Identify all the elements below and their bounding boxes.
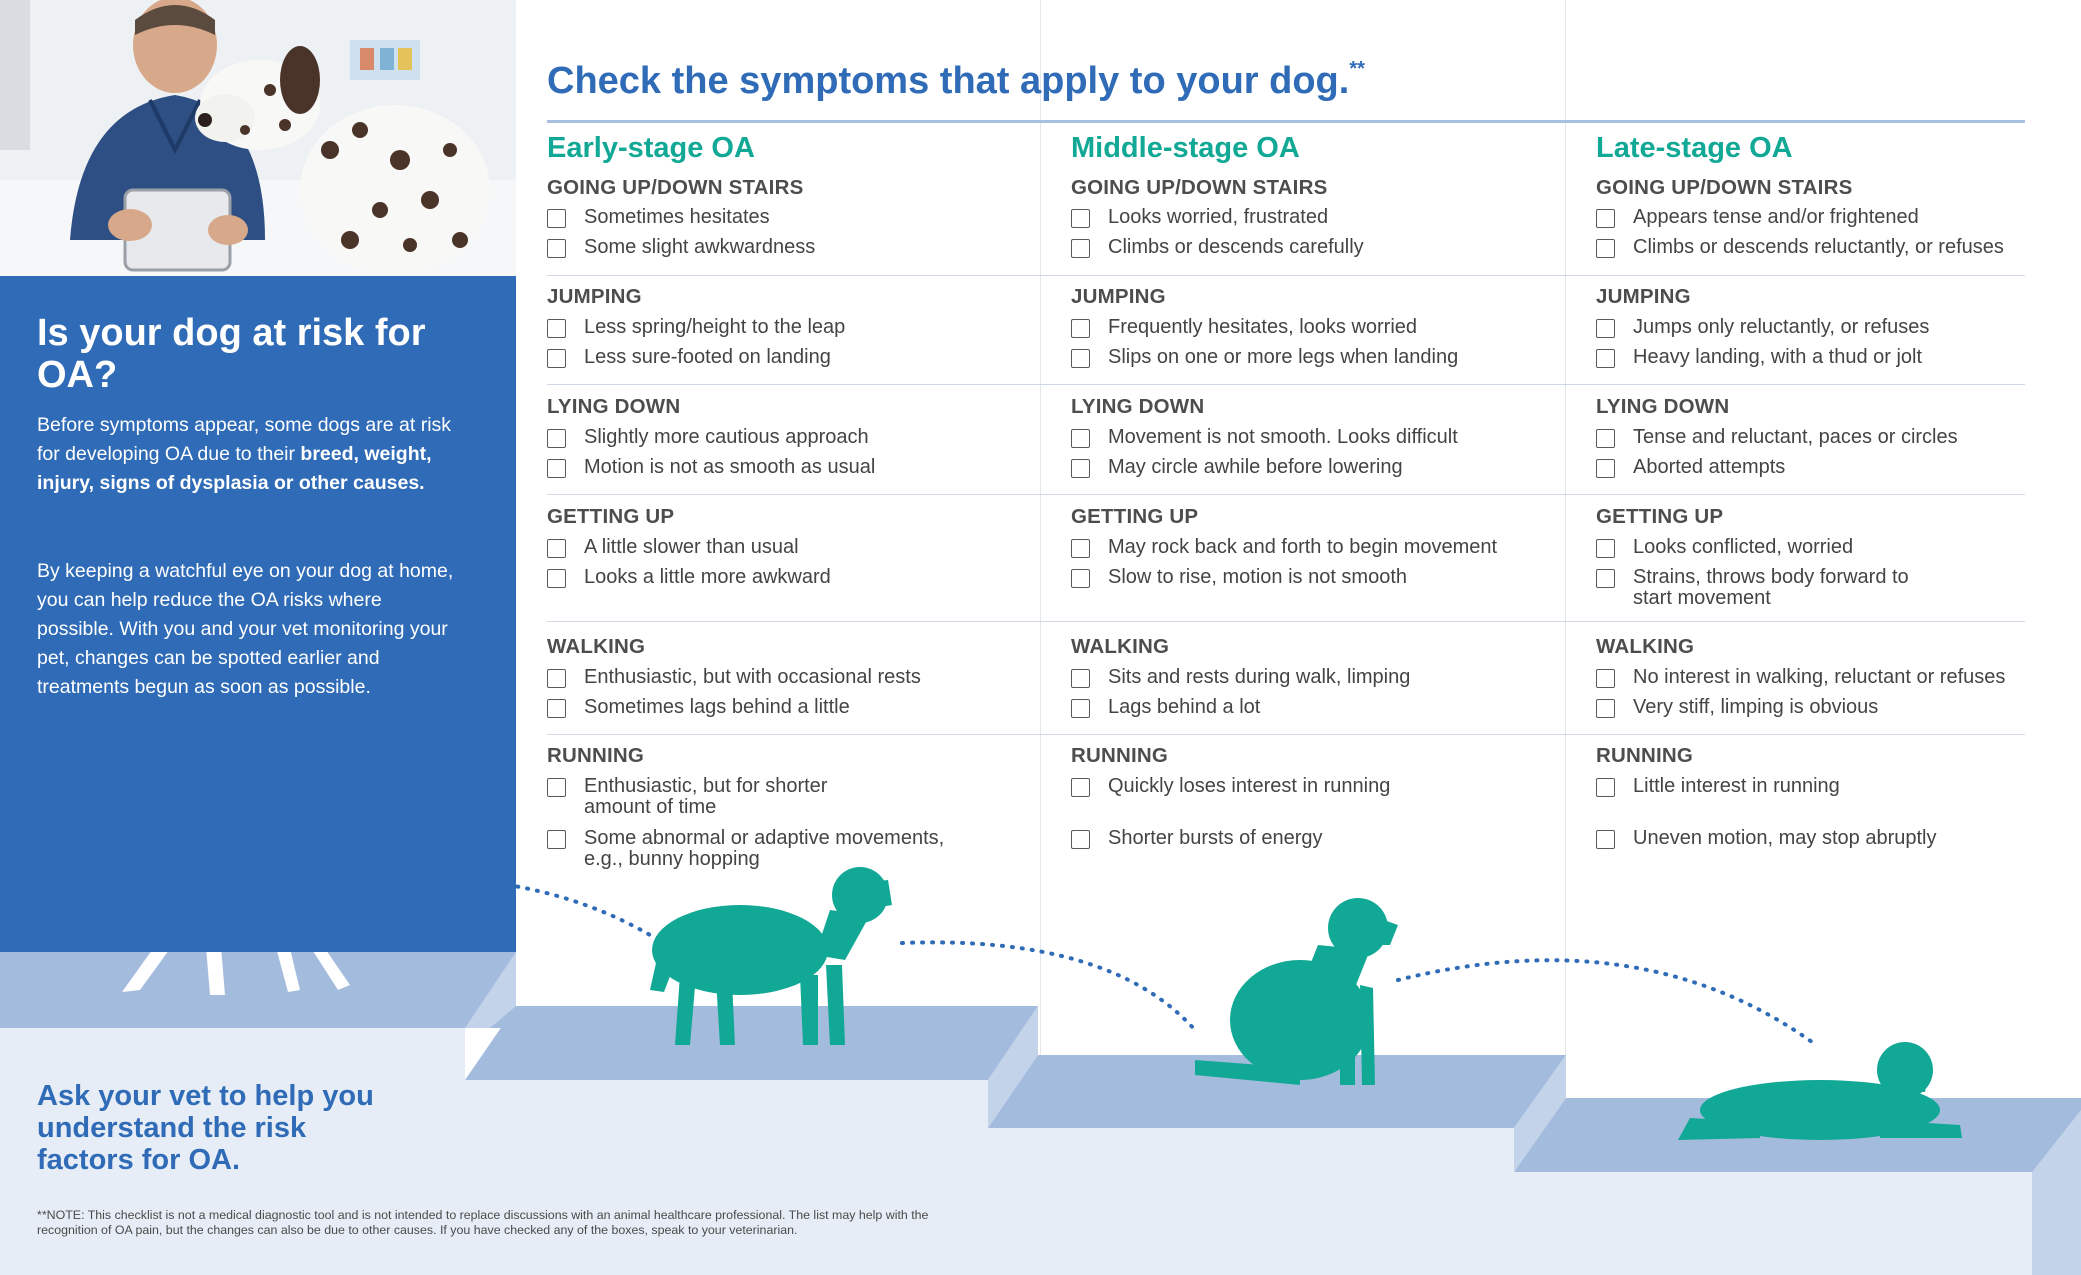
symptom-item[interactable] [547,697,850,718]
risk-paragraph-2: By keeping a watchful eye on your dog at home, you can help reduce the OA risks where possible. With you and your vet monitoring your pet, changes can be spotted earlier and treatments begun as soon as possible. [37,560,454,698]
stage-heading-late-stage-oa: Late-stage OA [1596,132,1793,164]
symptom-checkbox[interactable] [1071,349,1090,368]
section-heading-lying-down: LYING DOWN [1071,395,1205,418]
symptom-item[interactable] [547,667,921,688]
symptom-checkbox[interactable] [1596,778,1615,797]
section-heading-going-up-down-stairs: GOING UP/DOWN STAIRS [1071,176,1328,199]
symptom-checkbox[interactable] [1596,429,1615,448]
symptom-item[interactable] [1071,537,1497,558]
lying-dog-silhouette [1678,1042,1962,1140]
symptom-item[interactable] [1596,457,1785,478]
symptom-item[interactable] [547,457,875,478]
symptom-label: Quickly loses interest in running [1108,775,1391,797]
risk-paragraph-1 [37,411,457,498]
symptom-label: Sits and rests during walk, limping [1108,666,1411,688]
symptom-checkbox[interactable] [1596,319,1615,338]
symptom-checkbox[interactable] [547,459,566,478]
symptom-item[interactable] [547,237,815,258]
symptom-item[interactable] [1596,697,1878,718]
symptom-label: Tense and reluctant, paces or circles [1633,426,1958,448]
page-title [547,60,1365,103]
symptom-item[interactable] [1071,317,1417,338]
section-heading-getting-up: GETTING UP [1071,505,1199,528]
symptom-checkbox[interactable] [1071,239,1090,258]
risk-paragraph-1-lead: Before symptoms appear, some dogs are at risk for developing OA due to their [37,414,452,465]
section-heading-getting-up: GETTING UP [547,505,675,528]
symptom-item[interactable] [547,317,845,338]
symptom-label: No interest in walking, reluctant or refuses [1633,666,2006,688]
symptom-checkbox[interactable] [547,778,566,797]
symptom-item[interactable] [1071,697,1260,718]
row-divider [547,494,2025,495]
symptom-checkbox[interactable] [547,429,566,448]
section-heading-running: RUNNING [547,744,645,767]
symptom-label: Looks conflicted, worried [1633,536,1854,558]
symptom-checkbox[interactable] [1071,209,1090,228]
risk-paragraph-1-causes: breed, weight, injury, signs of dysplasia or other causes. [37,443,432,494]
page-title-text: Check the symptoms that apply to your dog. [547,60,1350,102]
symptom-label: Jumps only reluctantly, or refuses [1633,316,1930,338]
section-heading-walking: WALKING [1071,635,1170,658]
section-heading-walking: WALKING [1596,635,1695,658]
symptom-checkbox[interactable] [547,209,566,228]
section-heading-going-up-down-stairs: GOING UP/DOWN STAIRS [547,176,804,199]
symptom-item[interactable] [1071,347,1458,368]
symptom-label: A little slower than usual [584,536,799,558]
footnote: **NOTE: This checklist is not a medical diagnostic tool and is not intended to replace discussions with an animal healthcare professional. The list may help with the recognition of OA pain, but the changes can also be due to other causes. If you have checked any of the boxes, speak to your veterinarian. [37,1208,929,1237]
symptom-label: Some abnormal or adaptive movements, e.g., bunny hopping [584,827,945,870]
symptom-checkbox[interactable] [1071,429,1090,448]
section-heading-jumping: JUMPING [547,285,642,308]
risk-title: Is your dog at risk for OA? [37,312,426,396]
symptom-checkbox[interactable] [1596,459,1615,478]
symptom-item[interactable] [1071,828,1323,849]
symptom-label: May rock back and forth to begin movement [1108,536,1498,558]
symptom-item[interactable] [1071,427,1458,448]
symptom-checkbox[interactable] [1596,699,1615,718]
symptom-item[interactable] [1596,667,2005,688]
symptom-checkbox[interactable] [1596,239,1615,258]
symptom-item[interactable] [547,537,799,558]
stage-heading-early-stage-oa: Early-stage OA [547,132,755,164]
symptom-label: Frequently hesitates, looks worried [1108,316,1418,338]
symptom-item[interactable] [547,347,831,368]
section-heading-lying-down: LYING DOWN [1596,395,1730,418]
symptom-item[interactable] [1596,828,1937,849]
section-heading-lying-down: LYING DOWN [547,395,681,418]
symptom-checkbox[interactable] [547,239,566,258]
symptom-checkbox[interactable] [1071,699,1090,718]
vet-with-dog-photo [0,0,516,276]
section-heading-walking: WALKING [547,635,646,658]
symptom-item[interactable] [547,567,831,588]
symptom-label: Very stiff, limping is obvious [1633,696,1879,718]
symptom-item[interactable] [1071,567,1407,588]
symptom-checkbox[interactable] [547,319,566,338]
section-heading-jumping: JUMPING [1596,285,1691,308]
symptom-item[interactable] [547,427,869,448]
symptom-item[interactable] [1596,427,1958,448]
symptom-checkbox[interactable] [547,569,566,588]
symptom-label: Heavy landing, with a thud or jolt [1633,346,1923,368]
symptom-checkbox[interactable] [547,669,566,688]
symptom-label: Strains, throws body forward to start movement [1633,566,1909,609]
symptom-item[interactable] [1596,537,1853,558]
symptom-checkbox[interactable] [547,349,566,368]
symptom-label: Uneven motion, may stop abruptly [1633,827,1937,849]
symptom-label: Slightly more cautious approach [584,426,869,448]
symptom-checkbox[interactable] [1596,669,1615,688]
symptom-checkbox[interactable] [1596,209,1615,228]
symptom-item[interactable] [1596,776,1840,797]
symptom-label: Climbs or descends reluctantly, or refuses [1633,236,2004,258]
symptom-label: Enthusiastic, but with occasional rests [584,666,921,688]
section-heading-going-up-down-stairs: GOING UP/DOWN STAIRS [1596,176,1853,199]
symptom-label: Motion is not as smooth as usual [584,456,876,478]
symptom-item[interactable] [1071,667,1410,688]
symptom-label: Less spring/height to the leap [584,316,846,338]
title-rule [547,120,2025,123]
symptom-label: Movement is not smooth. Looks difficult [1108,426,1458,448]
symptom-item[interactable] [1596,207,1919,228]
symptom-checkbox[interactable] [1071,669,1090,688]
symptom-checkbox[interactable] [1071,778,1090,797]
symptom-label: Looks worried, frustrated [1108,206,1329,228]
symptom-label: Shorter bursts of energy [1108,827,1323,849]
symptom-checkbox[interactable] [547,830,566,849]
symptom-label: Lags behind a lot [1108,696,1261,718]
section-heading-running: RUNNING [1596,744,1694,767]
symptom-checkbox[interactable] [1596,569,1615,588]
row-divider [547,384,2025,385]
symptom-item[interactable] [1596,347,1922,368]
symptom-checkbox[interactable] [1596,830,1615,849]
symptom-label: Sometimes hesitates [584,206,770,228]
symptom-label: Little interest in running [1633,775,1840,797]
symptom-checkbox[interactable] [547,539,566,558]
symptom-label: Enthusiastic, but for shorter amount of time [584,775,828,818]
symptom-label: Less sure-footed on landing [584,346,831,368]
stage-heading-middle-stage-oa: Middle-stage OA [1071,132,1300,164]
symptom-label: Appears tense and/or frightened [1633,206,1919,228]
section-heading-running: RUNNING [1071,744,1169,767]
symptom-checkbox[interactable] [547,699,566,718]
title-footnote-mark: ** [1349,58,1365,80]
symptom-label: Sometimes lags behind a little [584,696,850,718]
symptom-checkbox[interactable] [1596,349,1615,368]
section-heading-getting-up: GETTING UP [1596,505,1724,528]
section-heading-jumping: JUMPING [1071,285,1166,308]
symptom-item[interactable] [1596,237,2004,258]
symptom-item[interactable] [1071,237,1364,258]
symptom-item[interactable] [547,207,770,228]
symptom-label: May circle awhile before lowering [1108,456,1403,478]
symptom-item[interactable] [547,828,944,870]
symptom-label: Slow to rise, motion is not smooth [1108,566,1408,588]
row-divider [547,734,2025,735]
row-divider [547,275,2025,276]
symptom-label: Slips on one or more legs when landing [1108,346,1459,368]
ask-your-vet-callout: Ask your vet to help you understand the risk factors for OA. [37,1080,374,1176]
symptom-item[interactable] [1071,207,1328,228]
symptom-checkbox[interactable] [1071,569,1090,588]
symptom-item[interactable] [1596,567,1909,609]
symptom-checkbox[interactable] [1596,539,1615,558]
symptom-checkbox[interactable] [1071,459,1090,478]
symptom-label: Climbs or descends carefully [1108,236,1364,258]
symptom-checkbox[interactable] [1071,830,1090,849]
symptom-item[interactable] [1071,457,1403,478]
symptom-label: Some slight awkwardness [584,236,816,258]
symptom-item[interactable] [1071,776,1390,797]
symptom-checkbox[interactable] [1071,539,1090,558]
symptom-label: Aborted attempts [1633,456,1786,478]
row-divider [547,621,2025,622]
symptom-checkbox[interactable] [1071,319,1090,338]
symptom-label: Looks a little more awkward [584,566,831,588]
symptom-item[interactable] [1596,317,1929,338]
symptom-item[interactable] [547,776,827,818]
